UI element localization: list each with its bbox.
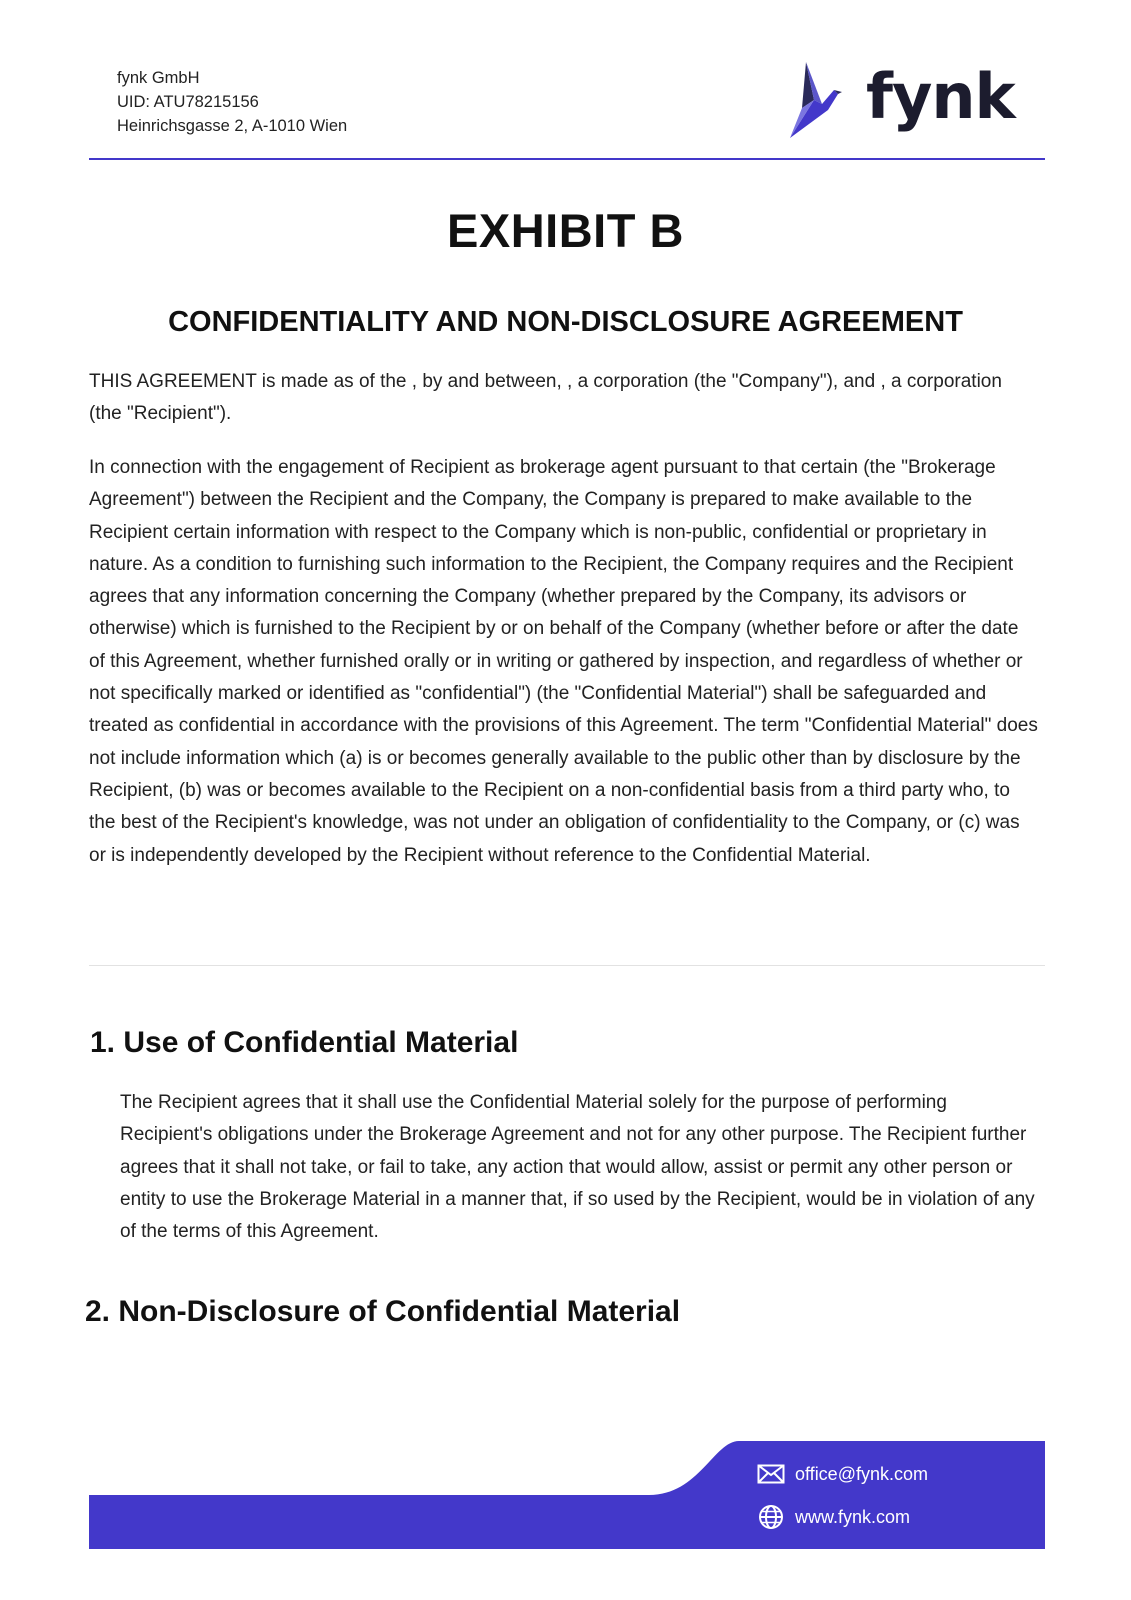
section-1-body: The Recipient agrees that it shall use the Confidential Material solely for the purpose of performing Recipient's obligations under the Brokerage Agreement and not for any other purpose. The Recipient further agrees that it shall not take, or fail to take, any action that would allow, assist or permit any other person or entity to use the Brokerage Material in a manner that, if so used by the Recipient, would be in violation of any of the terms of this Agreement. xyxy=(120,1092,1035,1243)
recital-paragraph: In connection with the engagement of Recipient as brokerage agent pursuant to that certain (the "Brokerage Agreement") between the Recipient and the Company, the Company is prepared to make available to the Recipient certain information with respect to the Company which is non-public, confidential or proprietary in nature. As a condition to furnishing such information to the Recipient, the Company requires and the Recipient agrees that any information concerning the Company (whether prepared by the Company, its advisors or otherwise) which is furnished to the Recipient by or on behalf of the Company (whether before or after the date of this Agreement, whether furnished orally or in writing or gathered by inspection, and regardless of whether or not specifically marked or identified as "confidential") (the "Confidential Material") shall be safeguarded and treated as confidential in accordance with the provisions of this Agreement. The term "Confidential Material" does not include information which (a) is or becomes generally available to the public other than by disclosure by the Recipient, (b) was or becomes available to the Recipient on a non-confidential basis from a third party who, to the best of the Recipient's knowledge, was not under an obligation of confidentiality to the Company, or (c) was or is independently developed by the Recipient without reference to the Confidential Material. xyxy=(89,457,1038,866)
section-1-heading: 1. Use of Confidential Material xyxy=(90,1026,519,1059)
company-name: fynk GmbH xyxy=(117,69,200,87)
section-divider xyxy=(89,965,1045,966)
footer-web-row[interactable] xyxy=(757,1503,910,1531)
footer-email[interactable]: office@fynk.com xyxy=(795,1463,928,1484)
globe-icon xyxy=(757,1503,785,1531)
bird-logo-icon xyxy=(788,60,850,142)
logo-wordmark: fynk xyxy=(866,60,1015,133)
company-uid: UID: ATU78215156 xyxy=(117,93,259,111)
intro-paragraph: THIS AGREEMENT is made as of the , by and between, , a corporation (the "Company"), and , a corporation (the "Recipient"). xyxy=(89,371,1002,425)
footer-email-row[interactable] xyxy=(757,1460,928,1488)
fynk-logo xyxy=(808,60,1015,142)
envelope-icon xyxy=(757,1460,785,1488)
company-address: Heinrichsgasse 2, A-1010 Wien xyxy=(117,117,348,135)
footer-background xyxy=(89,1441,1045,1549)
agreement-title: CONFIDENTIALITY AND NON-DISCLOSURE AGREEMENT xyxy=(168,306,963,338)
footer-band xyxy=(89,1441,1045,1549)
header-divider xyxy=(89,158,1045,160)
company-info xyxy=(117,66,347,138)
footer-website[interactable]: www.fynk.com xyxy=(795,1506,911,1527)
exhibit-title: EXHIBIT B xyxy=(447,204,684,257)
section-2-heading: 2. Non-Disclosure of Confidential Material xyxy=(85,1295,681,1328)
